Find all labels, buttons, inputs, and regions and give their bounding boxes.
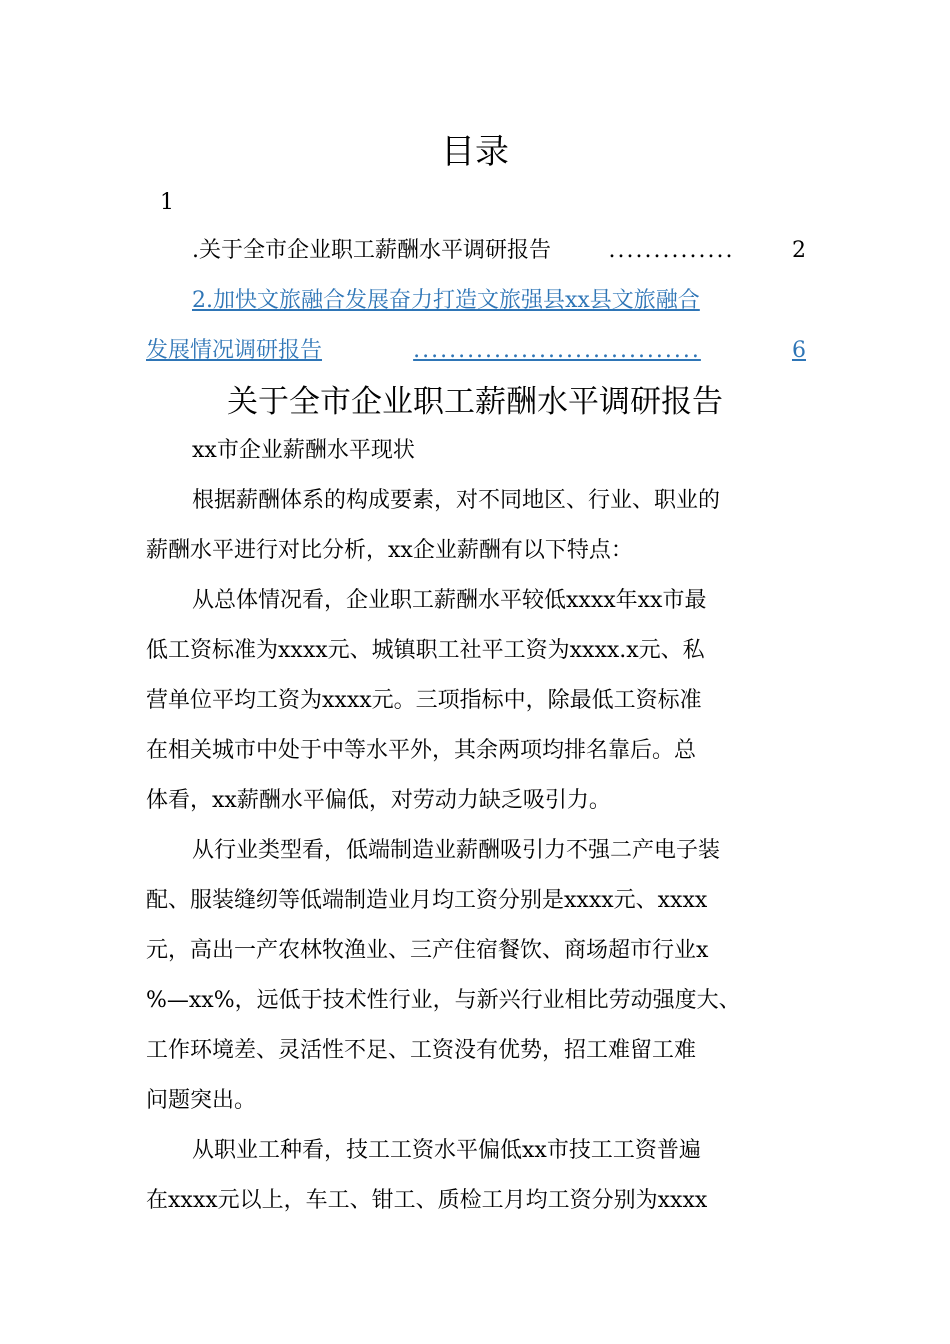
toc-item-2-link-line1[interactable]: 2.加快文旅融合发展奋力打造文旅强县xx县文旅融合 <box>192 288 700 313</box>
toc-item-2-leader: ................................ <box>413 338 701 363</box>
body-line: 体看，xx薪酬水平偏低，对劳动力缺乏吸引力。 <box>146 788 611 813</box>
toc-item-1-text: .关于全市企业职工薪酬水平调研报告 <box>192 238 551 263</box>
body-line: 营单位平均工资为xxxx元。三项指标中，除最低工资标准 <box>146 688 702 713</box>
toc-item-1-leader: .............. <box>608 238 735 263</box>
body-line: 从职业工种看，技工工资水平偏低xx市技工工资普遍 <box>192 1138 701 1163</box>
body-line: 在相关城市中处于中等水平外，其余两项均排名靠后。总 <box>146 738 697 763</box>
body-line: 元，高出一产农林牧渔业、三产住宿餐饮、商场超市行业x <box>146 938 709 963</box>
body-line: 工作环境差、灵活性不足、工资没有优势，招工难留工难 <box>146 1038 697 1063</box>
body-line: 问题突出。 <box>146 1088 257 1113</box>
document-title: 关于全市企业职工薪酬水平调研报告 <box>227 384 723 420</box>
toc-item-1-page: 2 <box>792 238 806 263</box>
body-line: 低工资标准为xxxx元、城镇职工社平工资为xxxx.x元、私 <box>146 638 705 663</box>
body-line: 薪酬水平进行对比分析，xx企业薪酬有以下特点： <box>146 538 633 563</box>
toc-item-2-text: 发展情况调研报告 <box>146 338 323 363</box>
toc-item-1[interactable] <box>192 226 806 276</box>
body-line: %—xx%，远低于技术性行业，与新兴行业相比劳动强度大、 <box>146 988 741 1013</box>
body-line: 配、服装缝纫等低端制造业月均工资分别是xxxx元、xxxx <box>146 888 708 913</box>
body-line: 从行业类型看，低端制造业薪酬吸引力不强二产电子装 <box>192 838 721 863</box>
section-heading: xx市企业薪酬水平现状 <box>192 438 415 463</box>
body-line: 从总体情况看，企业职工薪酬水平较低xxxx年xx市最 <box>192 588 707 613</box>
toc-item-2-link-line2[interactable] <box>146 326 806 376</box>
toc-item-1-number: 1 <box>160 190 174 215</box>
toc-item-2-page: 6 <box>791 338 806 363</box>
body-line: 在xxxx元以上，车工、钳工、质检工月均工资分别为xxxx <box>146 1188 708 1213</box>
toc-title: 目录 <box>441 132 509 172</box>
body-line: 根据薪酬体系的构成要素，对不同地区、行业、职业的 <box>192 488 721 513</box>
